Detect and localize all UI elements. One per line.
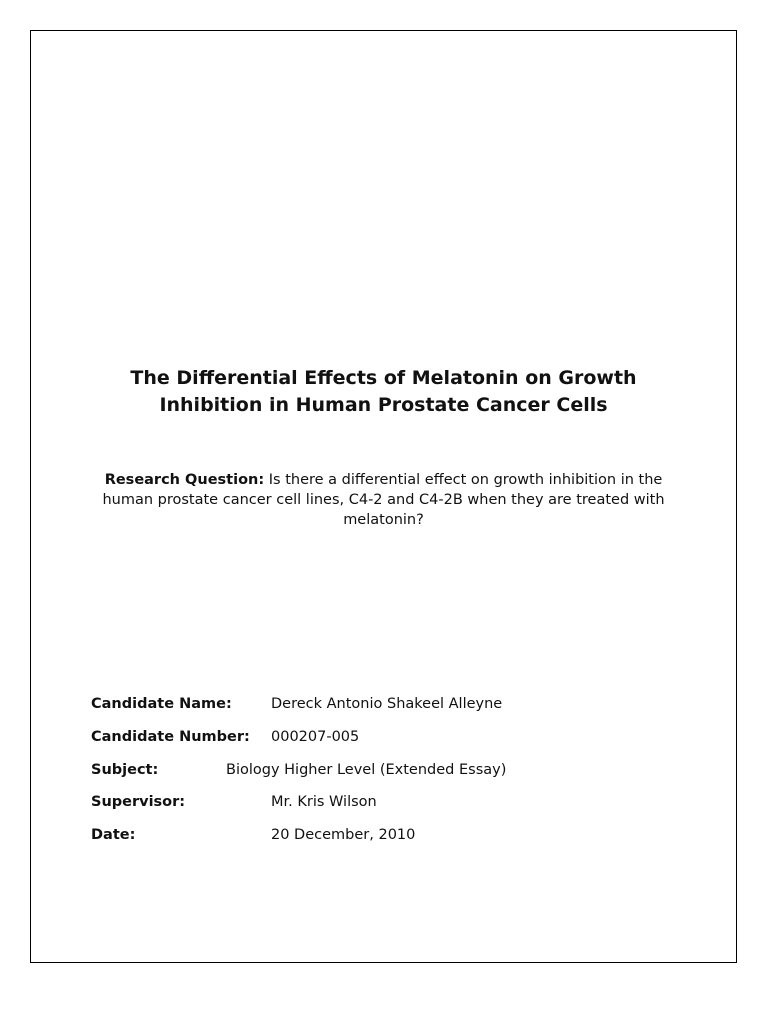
title-line-1: The Differential Effects of Melatonin on Growth — [130, 367, 637, 389]
research-question-label: Research Question: — [104, 472, 265, 488]
research-question — [80, 470, 687, 530]
title-line-2: Inhibition in Human Prostate Cancer Cells — [159, 394, 608, 416]
date-value: 20 December, 2010 — [271, 827, 416, 843]
document-title — [30, 365, 737, 419]
candidate-number-value: 000207-005 — [271, 729, 360, 745]
research-question-text: Is there a differential effect on growth inhibition in the human prostate cancer cell lines, C4-2 and C4-2B when they are treated with melatonin? — [102, 472, 665, 528]
subject-value: Biology Higher Level (Extended Essay) — [226, 762, 507, 778]
subject-label: Subject: — [91, 762, 159, 778]
supervisor-value: Mr. Kris Wilson — [271, 794, 377, 810]
candidate-name-label: Candidate Name: — [91, 696, 232, 712]
candidate-number-label: Candidate Number: — [91, 729, 250, 745]
supervisor-label: Supervisor: — [91, 794, 186, 810]
date-label: Date: — [91, 827, 136, 843]
candidate-name-value: Dereck Antonio Shakeel Alleyne — [271, 696, 503, 712]
